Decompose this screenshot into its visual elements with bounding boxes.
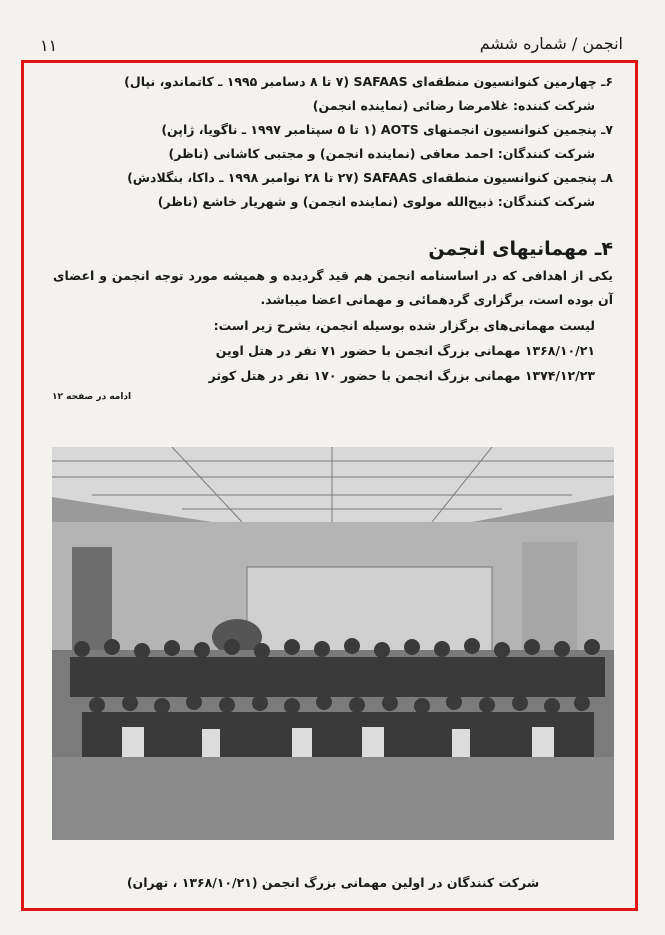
photo-caption: شرکت کنندگان در اولین مهمانی بزرگ انجمن (۱۳۶۸/۱۰/۲۱ ، تهران) [126, 875, 540, 890]
page-number: ۱۱ [40, 36, 58, 55]
item-6-line: ۶ـ چهارمین کنوانسیون منطقه‌ای SAFAAS (۷ تا ۸ دسامبر ۱۹۹۵ ـ کاتماندو، نپال) [124, 74, 613, 89]
item-7-participants: شرکت کنندگان: احمد معافی (نماینده انجمن) و مجتبی کاشانی (ناظر) [168, 146, 595, 161]
section-title: ۴ـ مهمانیهای انجمن [428, 238, 613, 260]
group-photo-illustration [52, 447, 614, 840]
page-header [0, 0, 665, 58]
item-8-line: ۸ـ پنجمین کنوانسیون منطقه‌ای SAFAAS (۲۷ تا ۲۸ نوامبر ۱۹۹۸ ـ داکا، بنگلادش) [127, 170, 613, 185]
section-paragraph: یکی از اهدافی که در اساسنامه انجمن هم قید گردیده و همیشه مورد توجه انجمن و اعضای آن بوده است، برگزاری گردهمائی و مهمانی اعضا میباشد. [53, 268, 613, 307]
group-photo [52, 447, 614, 840]
item-8-participants: شرکت کنندگان: ذبیح‌الله مولوی (نماینده انجمن) و شهریار خاشع (ناظر) [157, 194, 595, 209]
list-intro: لیست مهمانی‌های برگزار شده بوسیله انجمن، بشرح زیر است: [213, 318, 595, 333]
item-6-participants: شرکت کننده: غلامرضا رضائی (نماینده انجمن) [312, 98, 595, 113]
journal-title: انجمن / شماره ششم [479, 34, 623, 53]
continued-note: ادامه در صفحه ۱۲ [52, 392, 132, 402]
event-1: ۱۳۶۸/۱۰/۲۱ مهمانی بزرگ انجمن با حضور ۷۱ نفر در هتل اوین [215, 343, 595, 358]
event-2: ۱۳۷۴/۱۲/۲۳ مهمانی بزرگ انجمن با حضور ۱۷۰ نفر در هتل کوثر [208, 368, 595, 383]
item-7-line: ۷ـ پنجمین کنوانسیون انجمنهای AOTS (۱ تا ۵ سپتامبر ۱۹۹۷ ـ ناگویا، ژاپن) [161, 122, 613, 137]
